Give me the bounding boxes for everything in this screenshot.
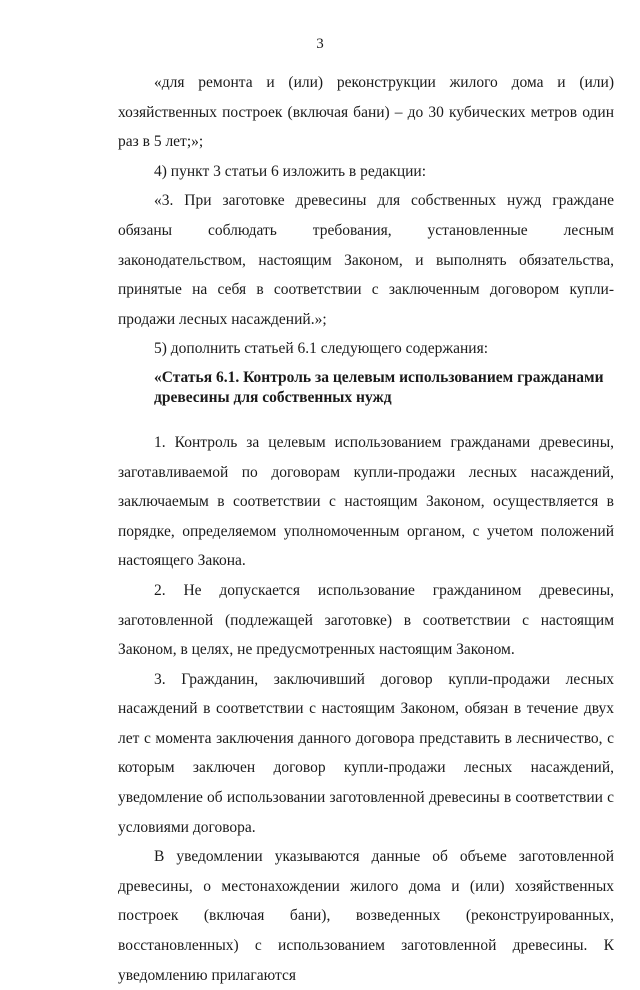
paragraph-item-5: 5) дополнить статьей 6.1 следующего содержания: (154, 340, 488, 358)
article-title (118, 368, 614, 408)
paragraph-point-1: 1. Контроль за целевым использованием гражданами древесины, заготавливаемой по договорам купли-продажи лесных насаждений, заключаемым в соответствии с настоящим Законом, осуществляется в порядке, определяемом уполномоченным органом, с учетом положений настоящего Закона. (118, 433, 614, 570)
paragraph-notification: В уведомлении указываются данные об объеме заготовленной древесины, о местонахождении жилого дома и (или) хозяйственных построек (включая бани), возведенных (реконструированных, восстановленных) с использованием заготовленной древесины. К уведомлению прилагаются (118, 848, 614, 984)
page-number: 3 (316, 36, 324, 52)
paragraph-item-4: 4) пункт 3 статьи 6 изложить в редакции: (154, 162, 427, 180)
paragraph-amendment-volume: «для ремонта и (или) реконструкции жилого дома и (или) хозяйственных построек (включая бани) – до 30 кубических метров один раз в 5 лет;»; (118, 74, 614, 151)
article-title-line-2: древесины для собственных нужд (154, 388, 392, 406)
document-body (118, 68, 614, 990)
paragraph-point-3: 3. Гражданин, заключивший договор купли-продажи лесных насаждений в соответствии с настоящим Законом, обязан в течение двух лет с момента заключения данного договора представить в лесничество, с которым заключен договор купли-продажи лесных насаждений, уведомление об использовании заготовленной древесины в соответствии с условиями договора. (118, 670, 614, 836)
paragraph-point-2: 2. Не допускается использование гражданином древесины, заготовленной (подлежащей заготовке) в соответствии с настоящим Законом, в целях, не предусмотренных настоящим Законом. (118, 581, 614, 659)
article-title-line-1: «Статья 6.1. Контроль за целевым использованием гражданами (154, 368, 604, 386)
paragraph-clause-3: «3. При заготовке древесины для собственных нужд граждане обязаны соблюдать требования, установленные лесным законодательством, настоящим Законом, и выполнять обязательства, принятые на себя в соответствии с заключенным договором купли-продажи лесных насаждений.»; (118, 192, 614, 328)
